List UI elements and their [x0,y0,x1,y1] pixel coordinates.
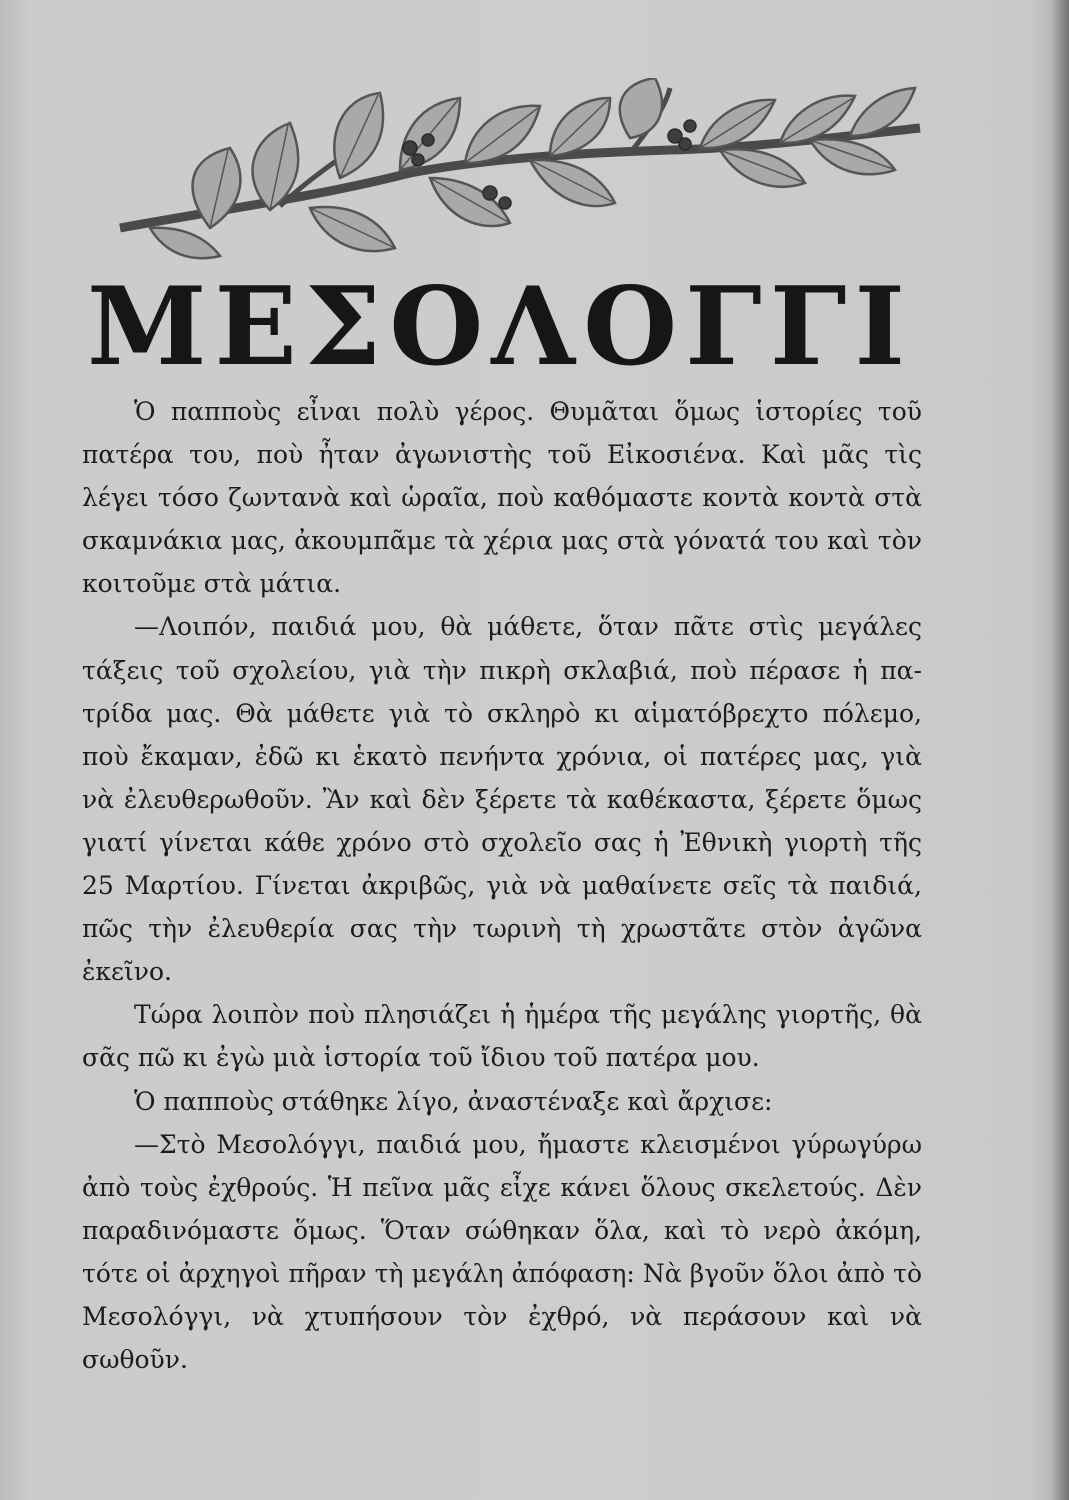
olive-branch-icon [110,78,930,278]
body-text [82,390,922,1381]
paragraph: —Στὸ Μεσολόγγι, παιδιά μου, ἤμαστε κλεισμένοι γύρωγύρω ἀπὸ τοὺς ἐχθρούς. Ἡ πεῖνα μᾶς εἶχε κάνει ὅλους σκελετούς. Δὲν παραδινόμαστε ὅμως. Ὅταν σώθηκαν ὅλα, καὶ τὸ νερὸ ἀκόμη, τότε οἱ ἀρχηγοὶ πῆραν τὴ μεγάλη ἀπόφαση: Νὰ βγοῦν ὅλοι ἀπὸ τὸ Μεσολόγγι, νὰ χτυπήσουν τὸν ἐχθρό, νὰ περάσουν καὶ νὰ σωθοῦν. [82,1129,922,1375]
paragraph: Τώρα λοιπὸν ποὺ πλησιάζει ἡ ἡμέρα τῆς μεγάλης γιορτῆς, θὰ σᾶς πῶ κι ἐγὼ μιὰ ἱστορία τοῦ ἴδιου τοῦ πατέρα μου. [82,1000,922,1073]
paragraph: Ὁ παπποὺς στάθηκε λίγο, ἀναστέναξε καὶ ἄρχισε: [134,1086,773,1116]
paragraph: Ὁ παπποὺς εἶναι πολὺ γέρος. Θυμᾶται ὅμως ἱστορίες τοῦ πατέρα του, ποὺ ἦταν ἀγωνιστὴς τοῦ Εἰκοσιένα. Καὶ μᾶς τὶς λέγει τόσο ζωντανὰ καὶ ὡραῖα, ποὺ καθόμαστε κοντὰ κοντὰ στὰ σκαμνάκια μας, ἀκουμπᾶμε τὰ χέρια μας στὰ γόνατά του καὶ τὸν κοιτοῦμε στὰ μάτια. [82,397,922,599]
chapter-title: ΜΕΣΟΛΟΓΓΙ [86,264,914,390]
spine-shadow [1051,0,1069,1500]
paragraph: —Λοιπόν, παιδιά μου, θὰ μάθετε, ὅταν πᾶτε στὶς μεγάλες τάξεις τοῦ σχολείου, γιὰ τὴν πικρὴ σκλαβιά, ποὺ πέρασε ἡ πατρίδα μας. Θὰ μάθετε γιὰ τὸ σκληρὸ κι αἱματόβρεχτο πόλεμο, ποὺ ἔκαμαν, ἐδῶ κι ἑκατὸ πενήντα χρόνια, οἱ πατέρες μας, γιὰ νὰ ἐλευθερωθοῦν. Ἂν καὶ δὲν ξέρετε τὰ καθέκαστα, ξέρετε ὅμως γιατί γίνεται κάθε χρόνο στὸ σχολεῖο σας ἡ Ἐθνικὴ γιορτὴ τῆς 25 Μαρτίου. Γίνεται ἀκριβῶς, γιὰ νὰ μαθαίνετε σεῖς τὰ παιδιά, πῶς τὴν ἐλευθερία σας τὴν τωρινὴ τὴ χρωστᾶτε στὸν ἀγῶνα ἐκεῖνο. [82,612,922,987]
